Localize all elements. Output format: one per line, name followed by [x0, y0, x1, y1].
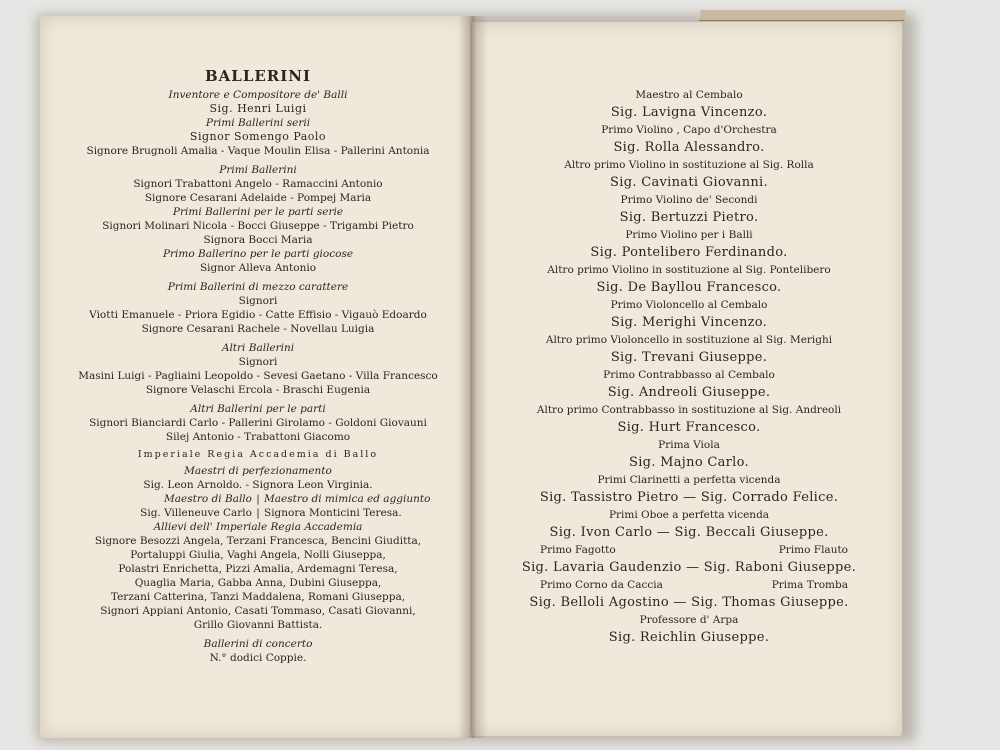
person-line: Sig. Tassistro Pietro — Sig. Corrado Felice. — [539, 490, 839, 505]
person-line: Sig. Villeneuve Carlo — [140, 507, 252, 519]
person-line: Signora Bocci Maria — [203, 234, 313, 246]
role-heading: Maestro di mimica ed aggiunto — [264, 493, 431, 505]
person-line: Signor Somengo Paolo — [189, 130, 327, 143]
person-line: Sig. Reichlin Giuseppe. — [608, 630, 770, 645]
right-page-text — [490, 88, 888, 648]
person-line: Signori Bianciardi Carlo - Pallerini Girolamo - Goldoni Giovauni — [89, 417, 427, 429]
role-heading: Primi Ballerini di mezzo carattere — [167, 281, 349, 293]
person-line: Sig. Trevani Giuseppe. — [610, 350, 768, 365]
role-heading: Primo Ballerino per le parti giocose — [162, 248, 354, 260]
role-heading: Altri Ballerini — [221, 342, 295, 354]
left-page-text — [60, 66, 456, 665]
role-heading: Primi Ballerini — [219, 164, 297, 176]
role-heading: Altro primo Violino in sostituzione al Sig. Pontelibero — [547, 264, 831, 276]
person-line: Sig. Leon Arnoldo. - Signora Leon Virginia. — [143, 479, 373, 491]
role-heading: Altro primo Violino in sostituzione al Sig. Rolla — [564, 159, 814, 171]
book-cover-edge — [699, 10, 906, 21]
person-line: Signore Cesarani Adelaide - Pompej Maria — [144, 192, 372, 204]
role-heading: Allievi dell' Imperiale Regia Accademia — [153, 521, 363, 533]
role-heading-pair — [490, 578, 888, 593]
person-line: Sig. Majno Carlo. — [629, 455, 749, 470]
person-line: Signori Molinari Nicola - Bocci Giuseppe - Trigambi Pietro — [102, 220, 414, 232]
role-heading: Prima Viola — [658, 439, 720, 451]
role-heading: Primi Ballerini serii — [205, 117, 311, 129]
person-line: Viotti Emanuele - Priora Egidio - Catte Effisio - Vigauò Edoardo — [89, 309, 427, 321]
role-heading: Primi Oboe a perfetta vicenda — [608, 509, 770, 521]
person-line: Polastri Enrichetta, Pizzi Amalia, Ardemagni Teresa, — [118, 563, 398, 575]
person-line: Sig. Pontelibero Ferdinando. — [590, 245, 788, 260]
role-heading: Maestro al Cembalo — [635, 89, 743, 101]
role-heading: Primo Corno da Caccia — [540, 579, 663, 591]
role-heading: Prima Tromba — [771, 579, 848, 591]
person-line: Sig. Bertuzzi Pietro. — [619, 210, 759, 225]
book-gutter — [458, 16, 488, 738]
person-line: Sig. Andreoli Giuseppe. — [607, 385, 771, 400]
person-line: Signore Besozzi Angela, Terzani Francesca, Bencini Giuditta, — [94, 535, 422, 547]
role-heading: Primo Violino per i Balli — [625, 229, 753, 241]
role-heading: Altro primo Violoncello in sostituzione al Sig. Merighi — [545, 334, 833, 346]
person-line: Signore Velaschi Ercola - Braschi Eugenia — [145, 384, 371, 396]
person-line: Sig. Ivon Carlo — Sig. Beccali Giuseppe. — [549, 525, 829, 540]
maestri-grid: Maestro di Ballo | Maestro di mimica ed aggiunto Sig. Villeneuve Carlo | Signora Monticini Teresa. — [60, 492, 456, 520]
person-line: Grillo Giovanni Battista. — [193, 619, 323, 631]
role-heading: Primo Violoncello al Cembalo — [610, 299, 768, 311]
person-line: Signore Brugnoli Amalia - Vaque Moulin Elisa - Pallerini Antonia — [86, 145, 430, 157]
person-line: Sig. Belloli Agostino — Sig. Thomas Giuseppe. — [529, 595, 849, 610]
person-line: Signore Cesarani Rachele - Novellau Luigia — [141, 323, 375, 335]
person-line: Masini Luigi - Pagliaini Leopoldo - Sevesi Gaetano - Villa Francesco — [78, 370, 438, 382]
person-line: Signori — [238, 295, 278, 307]
person-line: Terzani Catterina, Tanzi Maddalena, Romani Giuseppa, — [110, 591, 406, 603]
role-heading: Primo Fagotto — [540, 544, 616, 556]
person-line: N.° dodici Coppie. — [209, 652, 307, 664]
person-line: Signora Monticini Teresa. — [264, 507, 402, 519]
person-line: Sig. Hurt Francesco. — [617, 420, 761, 435]
role-heading: Primi Ballerini per le parti serie — [172, 206, 344, 218]
person-line: Sig. Merighi Vincenzo. — [610, 315, 768, 330]
person-line: Sig. De Bayllou Francesco. — [596, 280, 782, 295]
role-heading: Primo Violino , Capo d'Orchestra — [601, 124, 777, 136]
role-heading: Ballerini di concerto — [203, 638, 313, 650]
person-line: Quaglia Maria, Gabba Anna, Dubini Giuseppa, — [134, 577, 382, 589]
role-heading: Maestri di perfezionamento — [184, 465, 332, 477]
person-line: Sig. Henri Luigi — [209, 102, 307, 115]
role-heading: Inventore e Compositore de' Balli — [168, 89, 348, 101]
person-line: Signori Appiani Antonio, Casati Tommaso, Casati Giovanni, — [100, 605, 416, 617]
academy-heading: Imperiale Regia Accademia di Ballo — [137, 449, 379, 460]
role-heading: Primo Contrabbasso al Cembalo — [603, 369, 775, 381]
person-line: Sig. Lavaria Gaudenzio — Sig. Raboni Giuseppe. — [521, 560, 857, 575]
role-heading: Primo Violino de' Secondi — [620, 194, 758, 206]
person-line: Sig. Cavinati Giovanni. — [610, 175, 768, 190]
person-line: Silej Antonio - Trabattoni Giacomo — [165, 431, 351, 443]
person-line: Sig. Lavigna Vincenzo. — [610, 105, 768, 120]
role-heading: Professore d' Arpa — [639, 614, 739, 626]
role-heading: Primi Clarinetti a perfetta vicenda — [597, 474, 781, 486]
person-line: Sig. Rolla Alessandro. — [613, 140, 765, 155]
person-line: Signori — [238, 356, 278, 368]
person-line: Portaluppi Giulia, Vaghi Angela, Nolli Giuseppa, — [130, 549, 386, 561]
person-line: Signor Alleva Antonio — [199, 262, 317, 274]
role-heading: Maestro di Ballo — [164, 493, 252, 505]
section-title: BALLERINI — [204, 67, 312, 85]
person-line: Signori Trabattoni Angelo - Ramaccini Antonio — [133, 178, 383, 190]
role-heading-pair — [490, 543, 888, 558]
role-heading: Altri Ballerini per le parti — [190, 403, 326, 415]
role-heading: Primo Flauto — [778, 544, 848, 556]
role-heading: Altro primo Contrabbasso in sostituzione al Sig. Andreoli — [536, 404, 842, 416]
